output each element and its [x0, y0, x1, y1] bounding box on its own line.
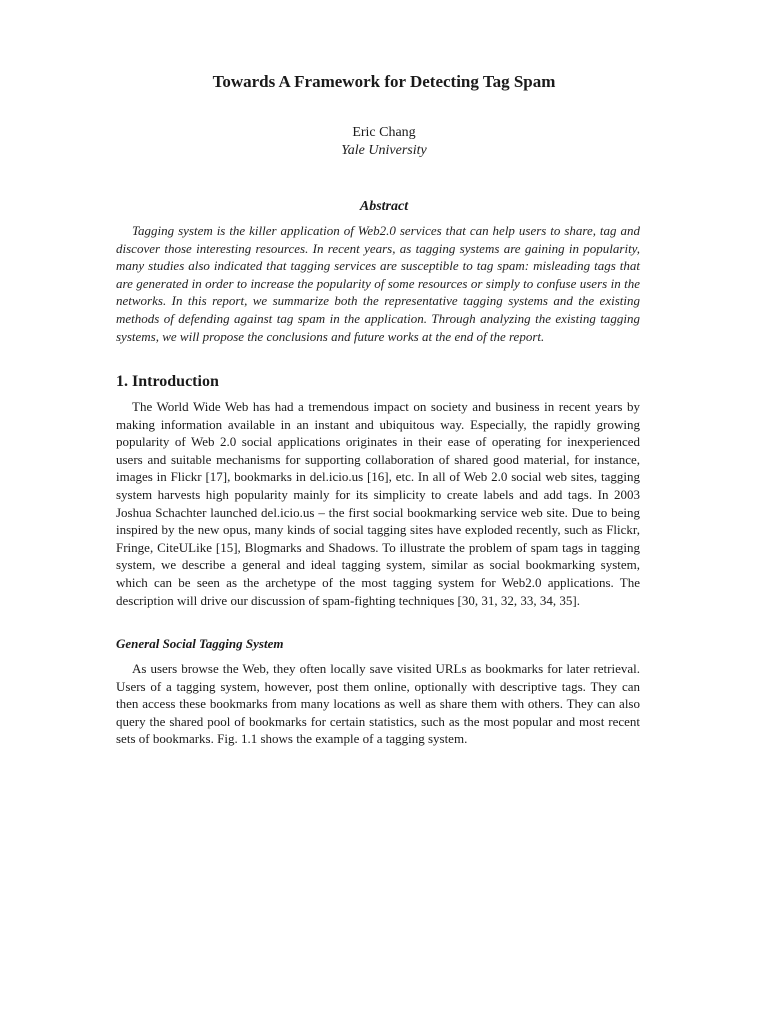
general-tagging-paragraph: As users browse the Web, they often locally save visited URLs as bookmarks for later retrieval. Users of a tagging system, however, post them online, optionally with descriptive tags. They can then access these bookmarks from many locations as well as share them with others. They can also query the shared pool of bookmarks for certain statistics, such as the most popular and most recent sets of bookmarks. Fig. 1.1 shows the example of a tagging system.: [116, 661, 640, 747]
abstract-heading: Abstract: [359, 199, 409, 214]
section-heading-introduction: 1. Introduction: [116, 373, 219, 390]
general-tagging-body: [116, 660, 640, 748]
introduction-paragraph: The World Wide Web has had a tremendous impact on society and business in recent years by making information available in an instant and ubiquitous way. Especially, the rapidly growing popularity of Web 2.0 social applications originates in their ease of operating for inexperienced users and suitable mechanisms for supporting collaboration of shared good material, for instance, images in Flickr [17], bookmarks in del.icio.us [16], etc. In all of Web 2.0 social web sites, tagging system harvests high popularity mainly for its simplicity to create labels and add tags. In 2003 Joshua Schachter launched del.icio.us – the first social bookmarking service web site. Due to being inspired by the new opus, many kinds of social tagging sites have exploded recently, such as Flickr, Fringe, CiteULike [15], Blogmarks and Shadows. To illustrate the problem of spam tags in tagging system, we describe a general and ideal tagging system, similar as social bookmarking system, which can be seen as the archetype of the most tagging system for Web2.0 applications. The description will drive our discussion of spam-fighting techniques [30, 31, 32, 33, 34, 35].: [116, 399, 640, 608]
paper-title: Towards A Framework for Detecting Tag Spam: [212, 72, 556, 91]
author-block: [0, 124, 768, 160]
abstract-body: [116, 222, 640, 345]
abstract-paragraph: Tagging system is the killer application of Web2.0 services that can help users to share, tag and discover those interesting resources. In recent years, as tagging systems are gaining in popularity, many studies also indicated that tagging services are susceptible to tag spam: misleading tags that are generated in order to increase the popularity of some resources or simply to confuse users in the networks. In this report, we summarize both the representative tagging systems and the existing methods of defending against tag spam in the application. Through analyzing the existing tagging systems, we will propose the conclusions and future works at the end of the report.: [116, 223, 640, 344]
subsection-heading-general-tagging: General Social Tagging System: [116, 636, 284, 651]
introduction-body: [116, 398, 640, 609]
author-name: Eric Chang: [352, 125, 416, 140]
author-affiliation: Yale University: [341, 143, 427, 158]
